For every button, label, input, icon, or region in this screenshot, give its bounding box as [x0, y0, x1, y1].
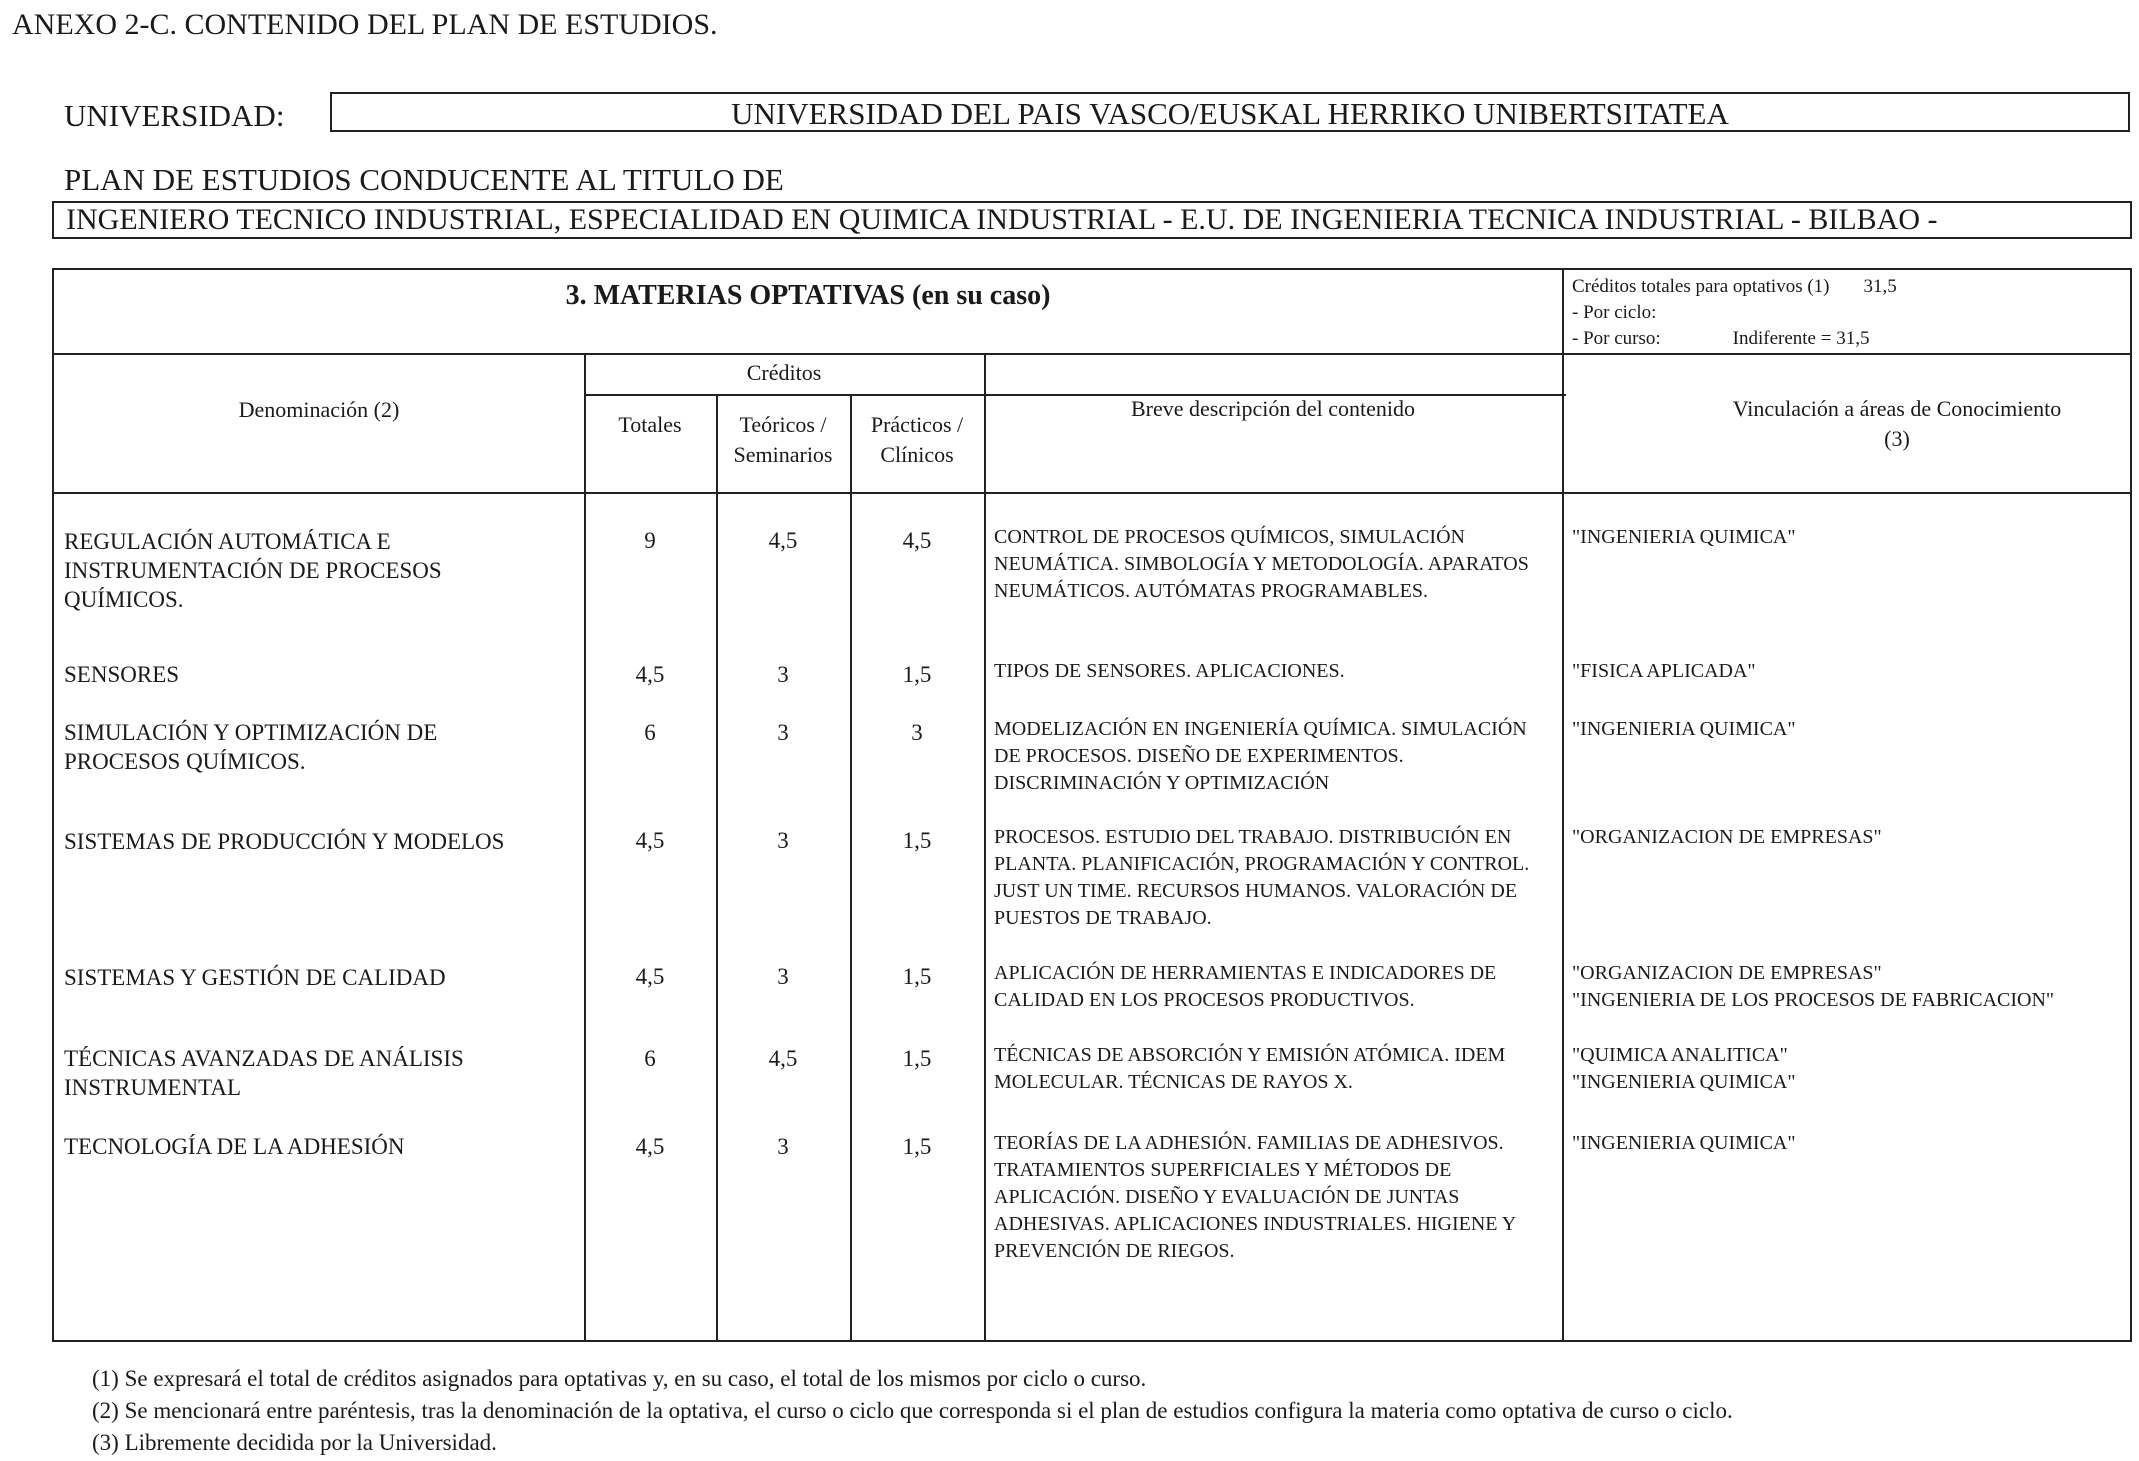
row-area: "INGENIERIA QUIMICA": [1572, 526, 1796, 548]
row-practicos: 1,5: [902, 828, 932, 853]
total-credits-label: Créditos totales para optativos (1): [1572, 276, 1830, 297]
row-totales: 6: [644, 1046, 656, 1071]
row-area: "ORGANIZACION DE EMPRESAS" "INGENIERIA DE LOS PROCESOS DE FABRICACION": [1572, 962, 2055, 1011]
row-denominacion: SENSORES: [64, 662, 180, 687]
row-area: "QUIMICA ANALITICA" "INGENIERIA QUIMICA": [1572, 1044, 1796, 1093]
section-title: 3. MATERIAS OPTATIVAS (en su caso): [565, 280, 1051, 311]
row-denominacion: SIMULACIÓN Y OPTIMIZACIÓN DE PROCESOS QUÍMICOS.: [64, 720, 438, 774]
row-practicos: 1,5: [902, 1046, 932, 1071]
header-teoricos: Teóricos / Seminarios: [733, 412, 833, 467]
row-teoricos: 3: [777, 828, 789, 853]
row-totales: 4,5: [635, 662, 665, 687]
row-descripcion: MODELIZACIÓN EN INGENIERÍA QUÍMICA. SIMULACIÓN DE PROCESOS. DISEÑO DE EXPERIMENTOS. DISCRIMINACIÓN Y OPTIMIZACIÓN: [994, 718, 1527, 794]
row-teoricos: 3: [777, 720, 789, 745]
header-denominacion: Denominación (2): [238, 397, 400, 422]
row-teoricos: 3: [777, 1134, 789, 1159]
row-descripcion: CONTROL DE PROCESOS QUÍMICOS, SIMULACIÓN NEUMÁTICA. SIMBOLOGÍA Y METODOLOGÍA. APARATOS NEUMÁTICOS. AUTÓMATAS PROGRAMABLES.: [994, 526, 1529, 602]
annex-title: ANEXO 2-C. CONTENIDO DEL PLAN DE ESTUDIOS.: [12, 8, 718, 41]
plan-label: PLAN DE ESTUDIOS CONDUCENTE AL TITULO DE: [64, 162, 784, 197]
row-denominacion: TÉCNICAS AVANZADAS DE ANÁLISIS INSTRUMENTAL: [64, 1046, 464, 1100]
plan-title-box: INGENIERO TECNICO INDUSTRIAL, ESPECIALIDAD EN QUIMICA INDUSTRIAL - E.U. DE INGENIERIA TECNICA INDUSTRIAL - BILBAO -: [52, 201, 2132, 239]
table-rule: [1562, 270, 1564, 353]
row-area: "INGENIERIA QUIMICA": [1572, 1132, 1796, 1154]
header-descripcion: Breve descripción del contenido: [1130, 396, 1416, 421]
footnote-2: (2) Se mencionará entre paréntesis, tras la denominación de la optativa, el curso o ciclo que corresponda si el plan de estudios configura la materia como optativa de curso o ciclo.: [92, 1398, 1733, 1423]
row-teoricos: 4,5: [768, 528, 798, 553]
university-label: UNIVERSIDAD:: [64, 98, 285, 133]
row-area: "INGENIERIA QUIMICA": [1572, 718, 1796, 740]
row-totales: 4,5: [635, 1134, 665, 1159]
row-practicos: 4,5: [902, 528, 932, 553]
row-denominacion: SISTEMAS DE PRODUCCIÓN Y MODELOS: [64, 829, 505, 854]
per-course-label: - Por curso:: [1572, 328, 1661, 349]
row-area: "FISICA APLICADA": [1572, 660, 1756, 682]
total-credits-value: 31,5: [1863, 276, 1897, 297]
table-rule: [1562, 353, 1564, 1340]
row-practicos: 1,5: [902, 964, 932, 989]
row-denominacion: TECNOLOGÍA DE LA ADHESIÓN: [64, 1134, 405, 1159]
header-vinculacion: Vinculación a áreas de Conocimiento (3): [1732, 396, 2062, 451]
table-rule: [54, 492, 2130, 494]
row-descripcion: PROCESOS. ESTUDIO DEL TRABAJO. DISTRIBUCIÓN EN PLANTA. PLANIFICACIÓN, PROGRAMACIÓN Y CONTROL. JUST UN TIME. RECURSOS HUMANOS. VALORACIÓN DE PUESTOS DE TRABAJO.: [994, 826, 1530, 929]
row-teoricos: 3: [777, 964, 789, 989]
optional-subjects-table: [52, 268, 2132, 1342]
row-descripcion: APLICACIÓN DE HERRAMIENTAS E INDICADORES DE CALIDAD EN LOS PROCESOS PRODUCTIVOS.: [994, 962, 1497, 1011]
row-totales: 4,5: [635, 828, 665, 853]
per-cycle-label: - Por ciclo:: [1572, 302, 1657, 323]
row-practicos: 3: [911, 720, 923, 745]
table-rule: [984, 353, 986, 1340]
header-totales: Totales: [618, 412, 682, 437]
row-descripcion: TIPOS DE SENSORES. APLICACIONES.: [994, 660, 1345, 682]
footnote-3: (3) Libremente decidida por la Universidad.: [92, 1430, 497, 1455]
header-creditos: Créditos: [746, 360, 822, 385]
per-course-value: Indiferente = 31,5: [1732, 328, 1870, 349]
row-totales: 4,5: [635, 964, 665, 989]
row-denominacion: REGULACIÓN AUTOMÁTICA E INSTRUMENTACIÓN DE PROCESOS QUÍMICOS.: [64, 529, 442, 612]
row-practicos: 1,5: [902, 662, 932, 687]
row-descripcion: TEORÍAS DE LA ADHESIÓN. FAMILIAS DE ADHESIVOS. TRATAMIENTOS SUPERFICIALES Y MÉTODOS DE APLICACIÓN. DISEÑO Y EVALUACIÓN DE JUNTAS ADHESIVAS. APLICACIONES INDUSTRIALES. HIGIENE Y PREVENCIÓN DE RIEGOS.: [994, 1132, 1516, 1262]
row-descripcion: TÉCNICAS DE ABSORCIÓN Y EMISIÓN ATÓMICA. IDEM MOLECULAR. TÉCNICAS DE RAYOS X.: [994, 1044, 1506, 1093]
row-area: "ORGANIZACION DE EMPRESAS": [1572, 826, 1882, 848]
table-rule: [54, 353, 2130, 355]
footnote-1: (1) Se expresará el total de créditos asignados para optativas y, en su caso, el total de los mismos por ciclo o curso.: [92, 1366, 1147, 1391]
row-practicos: 1,5: [902, 1134, 932, 1159]
header-practicos: Prácticos / Clínicos: [870, 412, 964, 467]
row-denominacion: SISTEMAS Y GESTIÓN DE CALIDAD: [64, 965, 446, 990]
row-totales: 6: [644, 720, 656, 745]
row-teoricos: 3: [777, 662, 789, 687]
row-teoricos: 4,5: [768, 1046, 798, 1071]
optional-credits-info: [1572, 274, 1897, 352]
row-totales: 9: [644, 528, 656, 553]
university-name-box: UNIVERSIDAD DEL PAIS VASCO/EUSKAL HERRIKO UNIBERTSITATEA: [330, 92, 2130, 132]
